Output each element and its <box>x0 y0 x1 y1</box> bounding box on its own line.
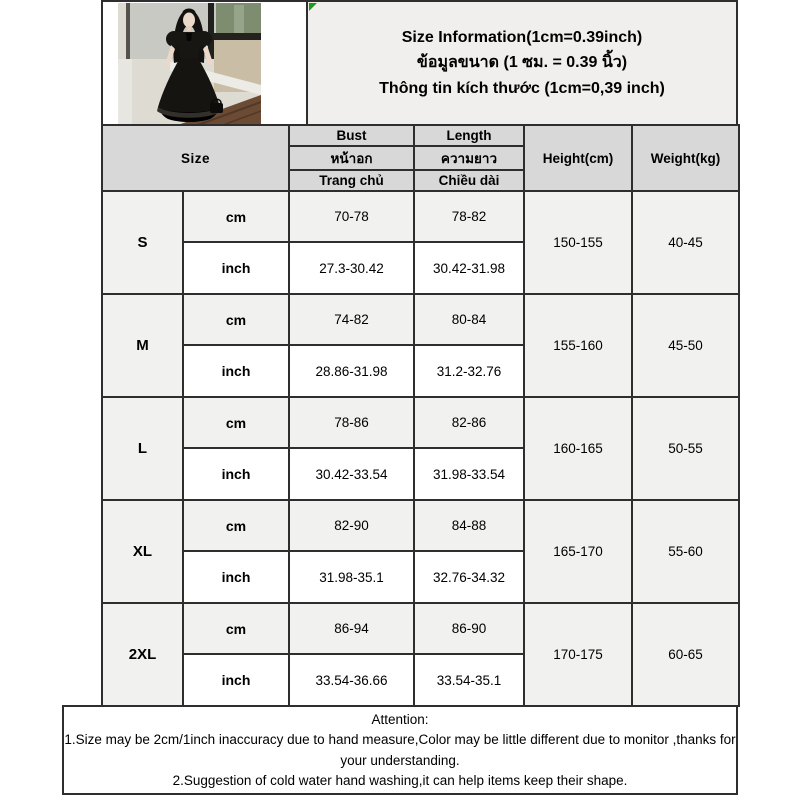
bust-cm-value: 78-86 <box>289 397 414 448</box>
height-value: 170-175 <box>524 603 632 706</box>
height-header: Height(cm) <box>524 125 632 191</box>
attention-line-2: 2.Suggestion of cold water hand washing,it can help items keep their shape. <box>172 772 628 788</box>
length-header-th: ความยาว <box>414 146 524 170</box>
height-value: 150-155 <box>524 191 632 294</box>
attention-line-1: 1.Size may be 2cm/1inch inaccuracy due to hand measure,Color may be little different due to monitor ,thanks for your understanding. <box>64 732 736 768</box>
unit-cm: cm <box>183 294 289 345</box>
bust-cm-value: 82-90 <box>289 500 414 551</box>
size-table <box>101 124 740 707</box>
bust-header-vi: Trang chủ <box>289 170 414 191</box>
bust-cm-value: 86-94 <box>289 603 414 654</box>
model-photo-illustration <box>118 3 261 125</box>
length-cm-value: 84-88 <box>414 500 524 551</box>
height-value: 160-165 <box>524 397 632 500</box>
length-inch-value: 31.98-33.54 <box>414 448 524 500</box>
size-label-m: M <box>102 294 183 397</box>
length-inch-value: 30.42-31.98 <box>414 242 524 294</box>
attention-title: Attention: <box>371 712 429 727</box>
size-label-xl: XL <box>102 500 183 603</box>
bust-inch-value: 33.54-36.66 <box>289 654 414 706</box>
unit-inch: inch <box>183 345 289 397</box>
size-column-header: Size <box>102 125 289 191</box>
length-cm-value: 86-90 <box>414 603 524 654</box>
weight-value: 50-55 <box>632 397 739 500</box>
weight-header: Weight(kg) <box>632 125 739 191</box>
product-photo-cell <box>103 2 308 124</box>
bust-header-th: หน้าอก <box>289 146 414 170</box>
attention-box <box>62 705 738 795</box>
bust-cm-value: 74-82 <box>289 294 414 345</box>
bust-inch-value: 31.98-35.1 <box>289 551 414 603</box>
unit-inch: inch <box>183 448 289 500</box>
size-label-l: L <box>102 397 183 500</box>
unit-cm: cm <box>183 603 289 654</box>
length-inch-value: 33.54-35.1 <box>414 654 524 706</box>
unit-cm: cm <box>183 500 289 551</box>
header-block <box>101 0 738 126</box>
unit-inch: inch <box>183 242 289 294</box>
length-inch-value: 32.76-34.32 <box>414 551 524 603</box>
length-cm-value: 82-86 <box>414 397 524 448</box>
unit-cm: cm <box>183 397 289 448</box>
unit-inch: inch <box>183 551 289 603</box>
unit-cm: cm <box>183 191 289 242</box>
title-line-vi: Thông tin kích thước (1cm=0,39 inch) <box>379 79 665 97</box>
length-cm-value: 78-82 <box>414 191 524 242</box>
length-cm-value: 80-84 <box>414 294 524 345</box>
weight-value: 60-65 <box>632 603 739 706</box>
weight-value: 55-60 <box>632 500 739 603</box>
length-inch-value: 31.2-32.76 <box>414 345 524 397</box>
length-header-vi: Chiều dài <box>414 170 524 191</box>
bust-header-en: Bust <box>289 125 414 146</box>
bust-cm-value: 70-78 <box>289 191 414 242</box>
unit-inch: inch <box>183 654 289 706</box>
height-value: 165-170 <box>524 500 632 603</box>
size-info-title <box>308 2 736 124</box>
bust-inch-value: 28.86-31.98 <box>289 345 414 397</box>
cell-corner-marker <box>309 3 317 11</box>
size-label-s: S <box>102 191 183 294</box>
bust-inch-value: 30.42-33.54 <box>289 448 414 500</box>
bust-inch-value: 27.3-30.42 <box>289 242 414 294</box>
size-label-2xl: 2XL <box>102 603 183 706</box>
height-value: 155-160 <box>524 294 632 397</box>
title-line-en: Size Information(1cm=0.39inch) <box>401 28 643 46</box>
weight-value: 45-50 <box>632 294 739 397</box>
weight-value: 40-45 <box>632 191 739 294</box>
title-line-th: ข้อมูลขนาด (1 ซม. = 0.39 นิ้ว) <box>416 54 628 72</box>
length-header-en: Length <box>414 125 524 146</box>
